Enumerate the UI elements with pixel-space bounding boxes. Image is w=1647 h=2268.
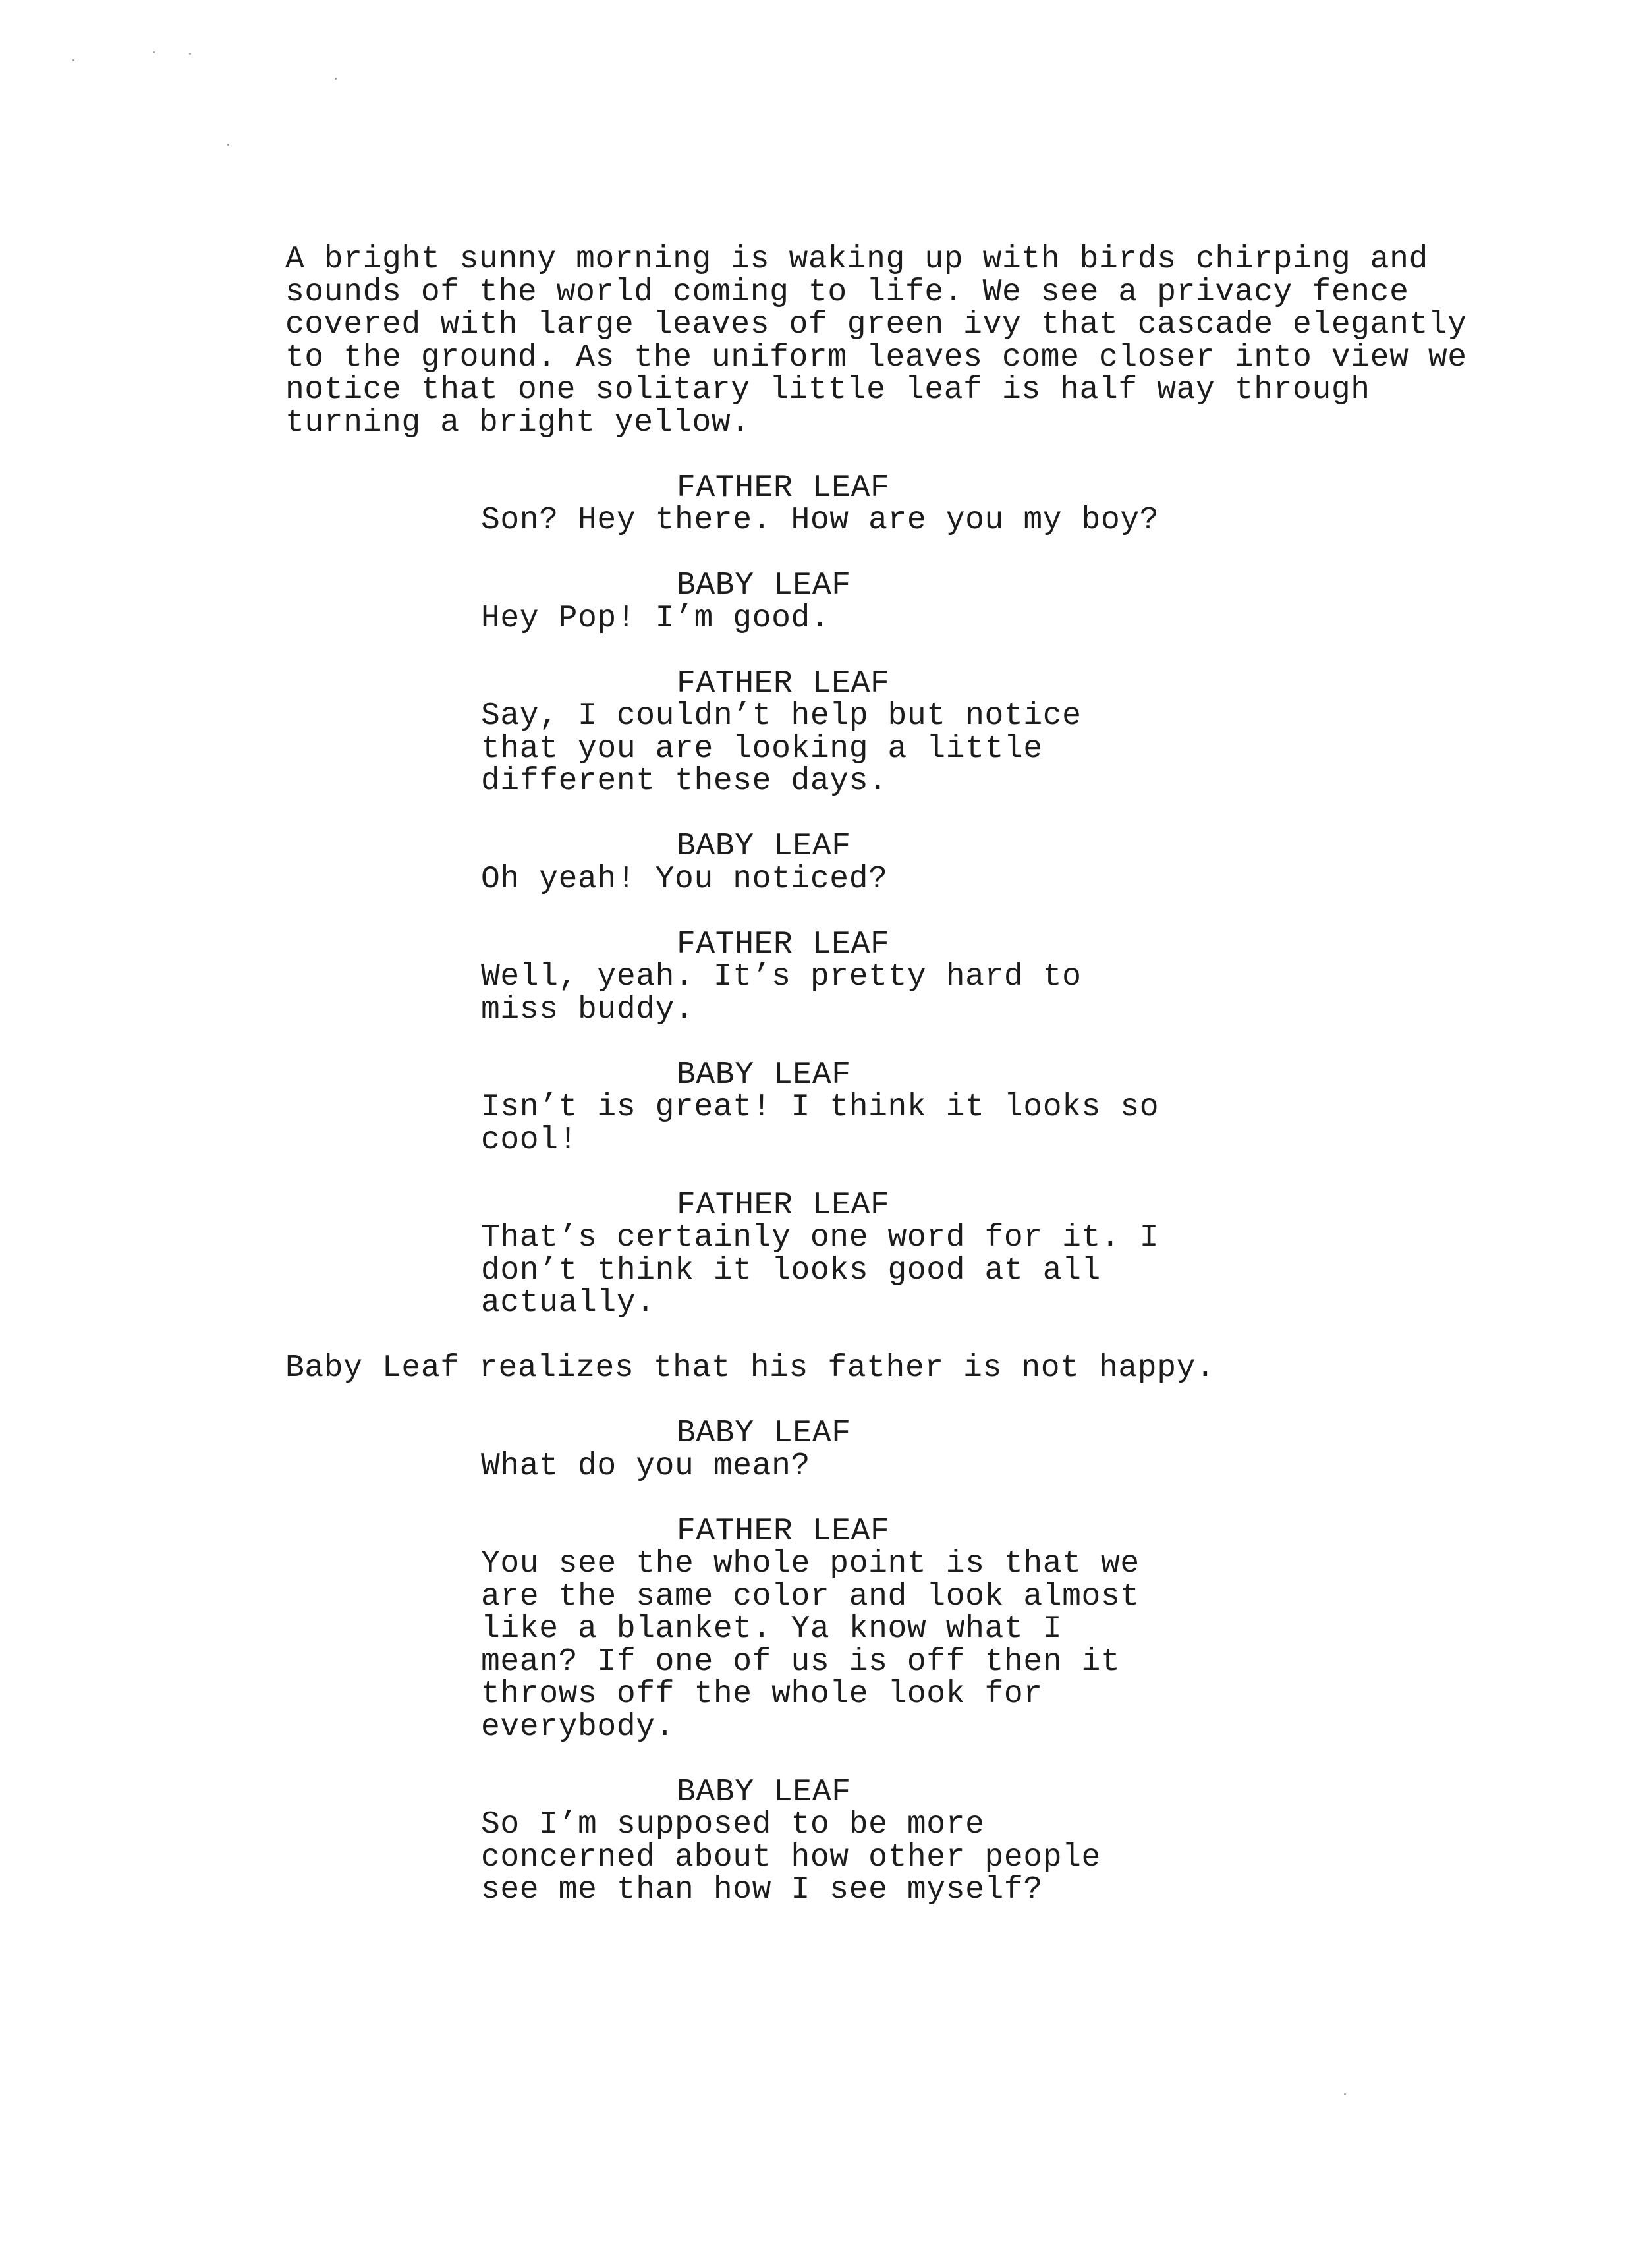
dialogue-line: What do you mean? [481, 1448, 810, 1484]
character-cue: BABY LEAF [677, 1416, 851, 1451]
scan-speck [189, 53, 191, 55]
action-line: covered with large leaves of green ivy that cascade elegantly [285, 307, 1467, 343]
dialogue-line: are the same color and look almost [481, 1578, 1140, 1615]
dialogue-block [285, 1774, 1497, 1908]
dialogue-line: actually. [481, 1285, 656, 1321]
scan-speck [335, 78, 337, 80]
character-cue: BABY LEAF [677, 1057, 851, 1093]
scan-speck [153, 51, 155, 53]
dialogue-line: that you are looking a little [481, 731, 1043, 767]
dialogue-line: So I’m supposed to be more [481, 1807, 985, 1842]
dialogue-line: everybody. [481, 1709, 675, 1745]
character-cue: FATHER LEAF [677, 1513, 890, 1549]
dialogue-line: Oh yeah! You noticed? [481, 861, 888, 897]
character-cue: FATHER LEAF [677, 665, 890, 702]
action-line: turning a bright yellow. [285, 404, 750, 441]
dialogue-block [285, 1059, 1497, 1157]
screenplay-body [285, 244, 1497, 1907]
character-cue: FATHER LEAF [677, 926, 890, 962]
dialogue-block [285, 1513, 1497, 1745]
dialogue-block [285, 1418, 1497, 1483]
scan-speck [1344, 2093, 1346, 2095]
dialogue-line: see me than how I see myself? [481, 1872, 1043, 1908]
middle-action [285, 1352, 1497, 1385]
dialogue-line: Son? Hey there. How are you my boy? [481, 503, 1159, 538]
dialogue-block [285, 665, 1497, 799]
action-line: sounds of the world coming to life. We see a privacy fence [285, 274, 1409, 310]
dialogue-line: throws off the whole look for [481, 1676, 1043, 1712]
character-cue: FATHER LEAF [677, 1187, 890, 1223]
dialogue-line: That’s certainly one word for it. I [481, 1220, 1159, 1256]
opening-action [285, 244, 1497, 439]
dialogue-line: concerned about how other people [481, 1839, 1101, 1875]
action-line: notice that one solitary little leaf is half way through [285, 372, 1370, 408]
dialogue-block [285, 570, 1497, 635]
dialogue-line: Hey Pop! I’m good. [481, 600, 830, 636]
character-cue: BABY LEAF [677, 568, 851, 603]
scan-speck [72, 59, 74, 61]
action-line: to the ground. As the uniform leaves come closer into view we [285, 339, 1467, 375]
action-line: A bright sunny morning is waking up with birds chirping and [285, 242, 1428, 277]
dialogue-block [285, 926, 1497, 1028]
dialogue-line: You see the whole point is that we [481, 1546, 1140, 1582]
dialogue-block [285, 1187, 1497, 1321]
character-cue: BABY LEAF [677, 1774, 851, 1810]
dialogue-block [285, 831, 1497, 896]
dialogue-block [285, 472, 1497, 538]
dialogue-line: cool! [481, 1122, 578, 1158]
dialogue-line: don’t think it looks good at all [481, 1252, 1101, 1288]
scan-speck [227, 144, 229, 146]
dialogue-line: miss buddy. [481, 991, 694, 1028]
dialogue-line: different these days. [481, 763, 888, 799]
dialogue-line: Well, yeah. It’s pretty hard to [481, 959, 1082, 995]
character-cue: BABY LEAF [677, 829, 851, 864]
dialogue-line: Say, I couldn’t help but notice [481, 698, 1082, 734]
dialogue-line: Isn’t is great! I think it looks so [481, 1090, 1159, 1125]
character-cue: FATHER LEAF [677, 470, 890, 506]
dialogue-line: mean? If one of us is off then it [481, 1644, 1121, 1680]
dialogue-line: like a blanket. Ya know what I [481, 1611, 1063, 1647]
action-line: Baby Leaf realizes that his father is not happy. [285, 1350, 1215, 1386]
